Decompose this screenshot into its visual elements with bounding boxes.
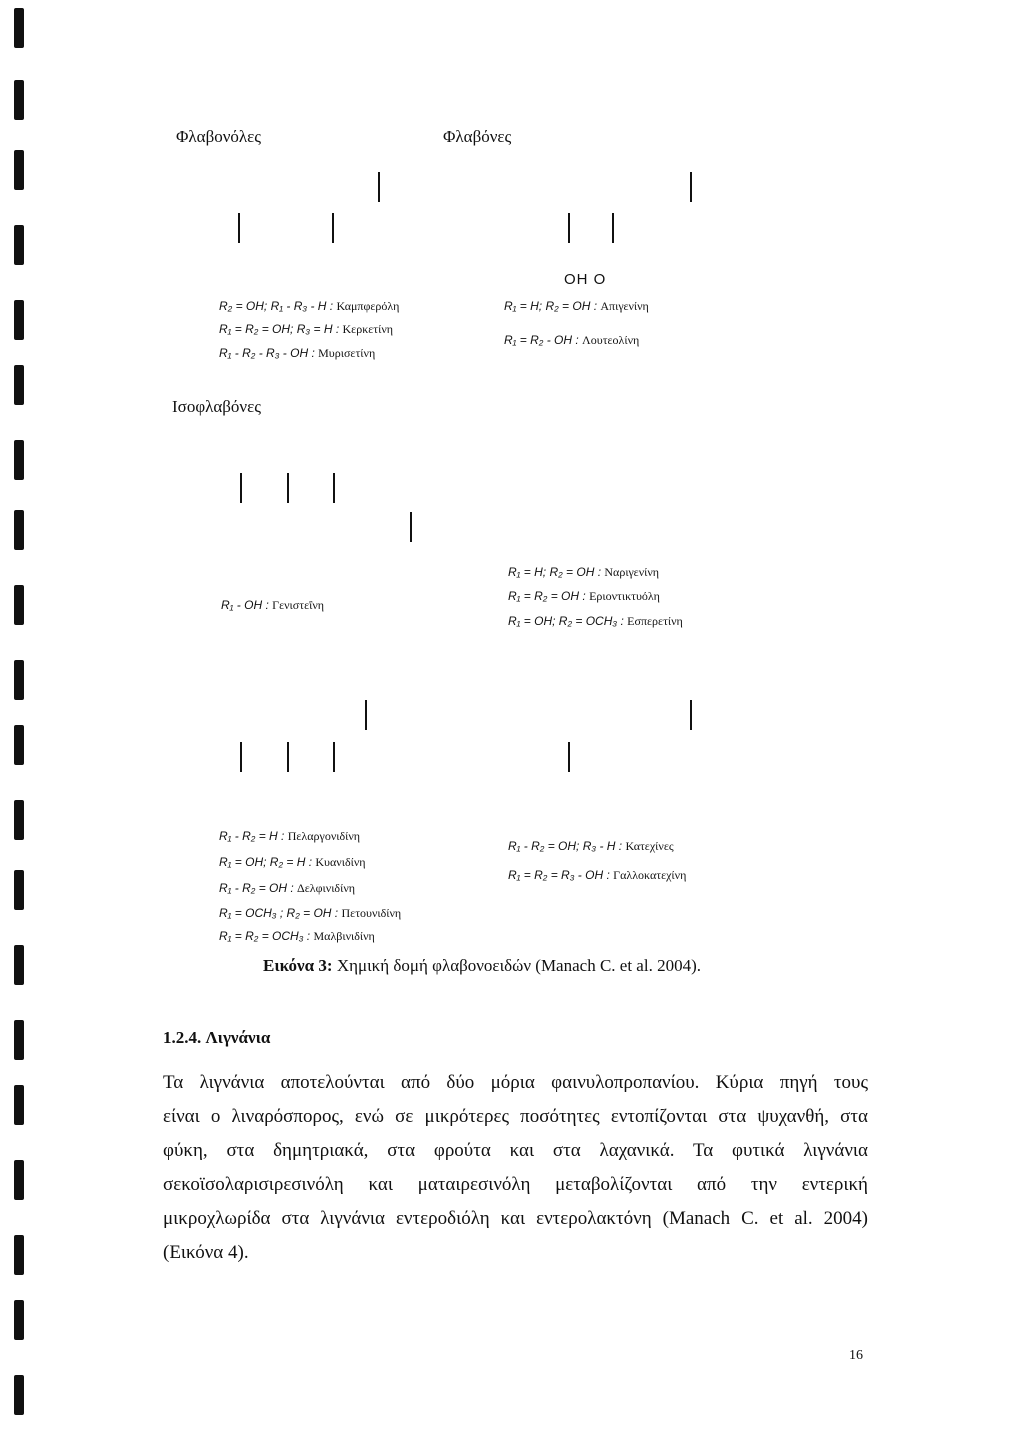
edge-mark bbox=[14, 660, 24, 700]
paragraph-line: φύκη, στα δημητριακά, στα φρούτα και στα λαχανικά. Τα φυτικά λιγνάνια bbox=[163, 1140, 868, 1161]
compound-name: Γενιστεΐνη bbox=[272, 598, 325, 612]
compound-entry bbox=[508, 589, 660, 604]
structure-bond bbox=[365, 700, 367, 730]
edge-mark bbox=[14, 8, 24, 48]
structure-bond bbox=[238, 213, 240, 243]
compound-name: Ναριγενίνη bbox=[604, 565, 660, 579]
compound-entry bbox=[219, 829, 360, 844]
page-number: 16 bbox=[849, 1348, 863, 1363]
compound-entry bbox=[508, 614, 683, 629]
structure-bond bbox=[410, 512, 412, 542]
compound-entry bbox=[219, 346, 375, 361]
edge-mark bbox=[14, 725, 24, 765]
edge-mark bbox=[14, 1300, 24, 1340]
flavones-label: Φλαβόνες bbox=[443, 127, 512, 146]
paragraph-line: μικροχλωρίδα στα λιγνάνια εντεροδιόλη και εντερολακτόνη (Manach C. et al. 2004) bbox=[163, 1208, 868, 1229]
edge-mark bbox=[14, 945, 24, 985]
substitution-pattern: R₁ = R₂ - OH : bbox=[504, 333, 579, 347]
edge-mark bbox=[14, 225, 24, 265]
substitution-pattern: R₁ = R₂ = R₃ - OH : bbox=[508, 868, 610, 882]
structure-bond bbox=[332, 213, 334, 243]
substitution-pattern: R₁ = H; R₂ = OH : bbox=[508, 565, 602, 579]
structure-bond bbox=[378, 172, 380, 202]
compound-name: Κερκετίνη bbox=[342, 322, 394, 336]
edge-mark bbox=[14, 300, 24, 340]
substitution-pattern: R₁ - OH : bbox=[221, 598, 269, 612]
paragraph-line: (Εικόνα 4). bbox=[163, 1242, 249, 1263]
compound-name: Εσπερετίνη bbox=[627, 614, 683, 628]
compound-name: Μαλβινιδίνη bbox=[313, 929, 375, 943]
figure-caption bbox=[263, 956, 701, 976]
compound-name: Μυρισετίνη bbox=[318, 346, 376, 360]
edge-mark bbox=[14, 510, 24, 550]
substitution-pattern: R₁ = R₂ = OH : bbox=[508, 589, 586, 603]
paragraph-line: είναι ο λιναρόσπορος, ενώ σε μικρότερες ποσότητες εντοπίζονται στα ψυχανθή, στα bbox=[163, 1106, 868, 1127]
compound-entry bbox=[508, 868, 686, 883]
edge-mark bbox=[14, 800, 24, 840]
compound-name: Κατεχίνες bbox=[625, 839, 674, 853]
compound-name: Πετουνιδίνη bbox=[341, 906, 402, 920]
structure-bond bbox=[240, 742, 242, 772]
compound-entry bbox=[508, 565, 659, 580]
compound-entry bbox=[504, 333, 639, 348]
compound-name: Πελαργονιδίνη bbox=[287, 829, 361, 843]
structure-bond bbox=[287, 742, 289, 772]
body-paragraph bbox=[163, 1066, 868, 1270]
edge-mark bbox=[14, 150, 24, 190]
structure-bond bbox=[240, 473, 242, 503]
compound-entry bbox=[219, 322, 393, 337]
substitution-pattern: R₁ = OH; R₂ = OCH₃ : bbox=[508, 614, 624, 628]
edge-mark bbox=[14, 1235, 24, 1275]
substitution-pattern: R₁ - R₂ - R₃ - OH : bbox=[219, 346, 315, 360]
compound-name: Απιγενίνη bbox=[600, 299, 649, 313]
section-heading bbox=[163, 1028, 270, 1048]
compound-entry bbox=[219, 929, 375, 944]
substitution-pattern: R₁ - R₂ = OH : bbox=[219, 881, 294, 895]
substitution-pattern: R₁ - R₂ = H : bbox=[219, 829, 285, 843]
compound-entry bbox=[219, 881, 355, 896]
compound-name: Δελφινιδίνη bbox=[297, 881, 356, 895]
caption-text: Χημική δομή φλαβονοειδών (Manach C. et al. 2004). bbox=[336, 956, 701, 975]
substitution-pattern: R₁ = H; R₂ = OH : bbox=[504, 299, 598, 313]
compound-entry bbox=[504, 299, 649, 314]
substitution-pattern: R₁ = R₂ = OH; R₃ = H : bbox=[219, 322, 340, 336]
edge-mark bbox=[14, 1020, 24, 1060]
structure-bond bbox=[568, 213, 570, 243]
edge-mark bbox=[14, 870, 24, 910]
compound-name: Γαλλοκατεχίνη bbox=[613, 868, 687, 882]
structure-bond bbox=[333, 473, 335, 503]
edge-mark bbox=[14, 80, 24, 120]
substitution-pattern: R₁ = OH; R₂ = H : bbox=[219, 855, 313, 869]
compound-name: Λουτεολίνη bbox=[582, 333, 640, 347]
structure-bond bbox=[612, 213, 614, 243]
compound-entry bbox=[219, 855, 366, 870]
flavone-atom-labels: OH O bbox=[564, 271, 607, 288]
section-title: Λιγνάνια bbox=[205, 1028, 271, 1047]
flavonols-label: Φλαβονόλες bbox=[176, 127, 262, 146]
structure-bond bbox=[333, 742, 335, 772]
structure-bond bbox=[690, 172, 692, 202]
structure-bond bbox=[568, 742, 570, 772]
edge-mark bbox=[14, 585, 24, 625]
edge-mark bbox=[14, 1085, 24, 1125]
substitution-pattern: R₁ = R₂ = OCH₃ : bbox=[219, 929, 311, 943]
compound-entry bbox=[219, 906, 401, 921]
compound-entry bbox=[508, 839, 674, 854]
isoflavones-label: Ισοφλαβόνες bbox=[172, 397, 261, 416]
section-number: 1.2.4. bbox=[163, 1028, 202, 1047]
paragraph-line: σεκοϊσολαρισιρεσινόλη και ματαιρεσινόλη μεταβολίζονται από την εντερική bbox=[163, 1174, 868, 1195]
substitution-pattern: R₁ - R₂ = OH; R₃ - H : bbox=[508, 839, 623, 853]
compound-entry bbox=[219, 299, 399, 314]
caption-label: Εικόνα 3: bbox=[263, 956, 333, 975]
compound-name: Καμπφερόλη bbox=[336, 299, 400, 313]
paragraph-line: Τα λιγνάνια αποτελούνται από δύο μόρια φαινυλοπροπανίου. Κύρια πηγή τους bbox=[163, 1072, 868, 1093]
structure-bond bbox=[287, 473, 289, 503]
substitution-pattern: R₁ = OCH₃ ; R₂ = OH : bbox=[219, 906, 339, 920]
compound-name: Εριοντικτυόλη bbox=[589, 589, 660, 603]
edge-mark bbox=[14, 440, 24, 480]
edge-mark bbox=[14, 1375, 24, 1415]
compound-entry bbox=[221, 598, 324, 613]
substitution-pattern: R₂ = OH; R₁ - R₃ - H : bbox=[219, 299, 334, 313]
edge-mark bbox=[14, 365, 24, 405]
edge-mark bbox=[14, 1160, 24, 1200]
structure-bond bbox=[690, 700, 692, 730]
compound-name: Κυανιδίνη bbox=[315, 855, 366, 869]
